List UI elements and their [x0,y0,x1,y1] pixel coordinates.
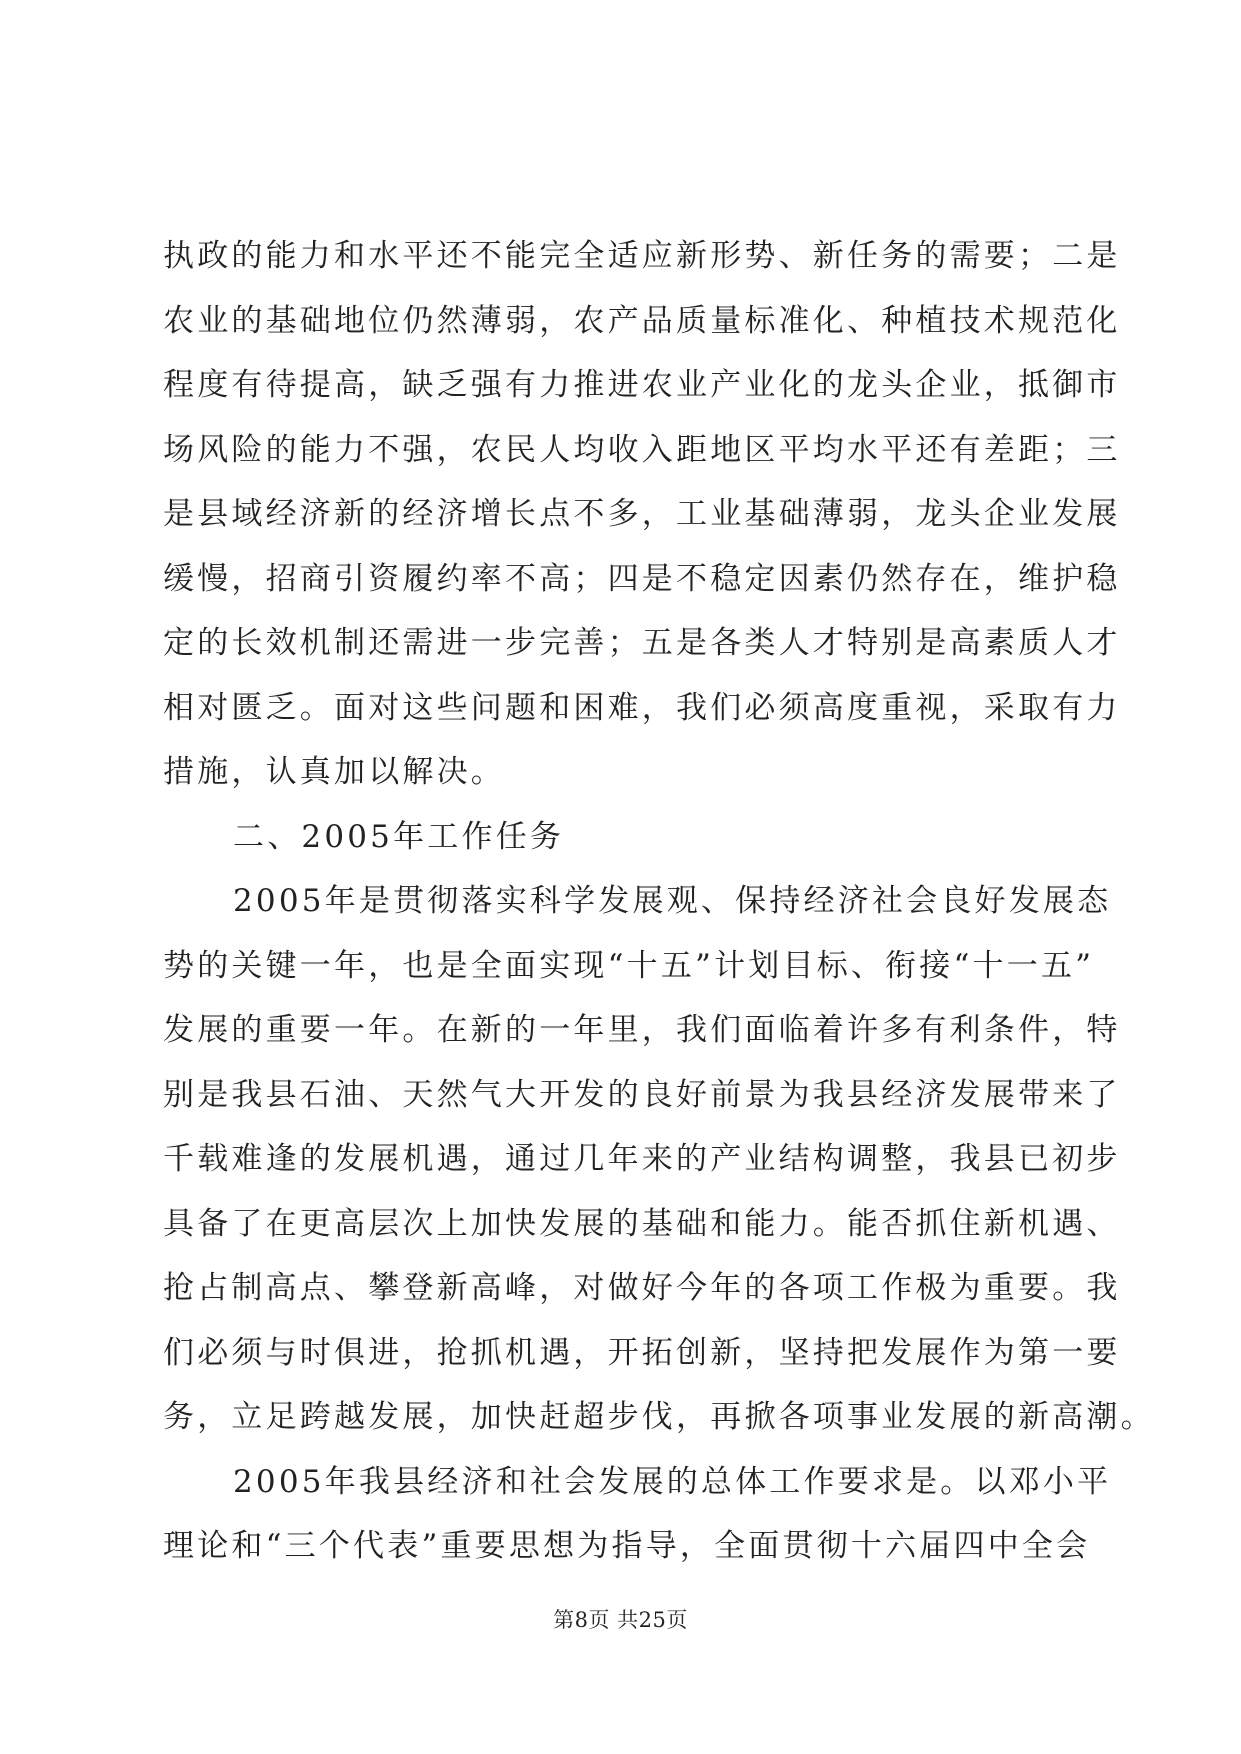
text-line: 2005年我县经济和社会发展的总体工作要求是。以邓小平 [233,1463,1112,1500]
text-line: 发展的重要一年。在新的一年里，我们面临着许多有利条件，特 [163,1012,1121,1048]
text-line: 执政的能力和水平还不能完全适应新形势、新任务的需要；二是 [163,238,1121,274]
text-line: 场风险的能力不强，农民人均收入距地区平均水平还有差距；三 [163,431,1121,468]
text-line: 务，立足跨越发展，加快赶超步伐，再掀各项事业发展的新高潮。 [163,1399,1155,1435]
text-line: 程度有待提高，缺乏强有力推进农业产业化的龙头企业，抵御市 [163,367,1121,403]
text-line: 措施，认真加以解决。 [163,754,505,790]
text-line: 定的长效机制还需进一步完善；五是各类人才特别是高素质人才 [163,625,1121,661]
document-body [163,224,1155,1579]
text-line: 们必须与时俱进，抢抓机遇，开拓创新，坚持把发展作为第一要 [163,1334,1121,1371]
text-line: 别是我县石油、天然气大开发的良好前景为我县经济发展带来了 [163,1076,1121,1113]
section-heading: 二、2005年工作任务 [233,818,565,855]
text-line: 抢占制高点、攀登新高峰，对做好今年的各项工作极为重要。我 [163,1270,1121,1306]
page-number-footer: 第8页 共25页 [553,1608,688,1632]
text-line: 千载难逢的发展机遇，通过几年来的产业结构调整，我县已初步 [163,1141,1121,1177]
text-line: 具备了在更高层次上加快发展的基础和能力。能否抓住新机遇、 [163,1205,1121,1242]
text-line: 是县域经济新的经济增长点不多，工业基础薄弱，龙头企业发展 [163,496,1121,532]
text-line: 势的关键一年，也是全面实现“十五”计划目标、衔接“十一五” [163,947,1095,984]
text-line: 缓慢，招商引资履约率不高；四是不稳定因素仍然存在，维护稳 [163,560,1121,597]
text-line: 理论和“三个代表”重要思想为指导，全面贯彻十六届四中全会 [163,1528,1091,1564]
text-line: 2005年是贯彻落实科学发展观、保持经济社会良好发展态 [233,883,1112,919]
text-line: 农业的基础地位仍然薄弱，农产品质量标准化、种植技术规范化 [163,302,1121,339]
text-line: 相对匮乏。面对这些问题和困难，我们必须高度重视，采取有力 [163,689,1121,726]
